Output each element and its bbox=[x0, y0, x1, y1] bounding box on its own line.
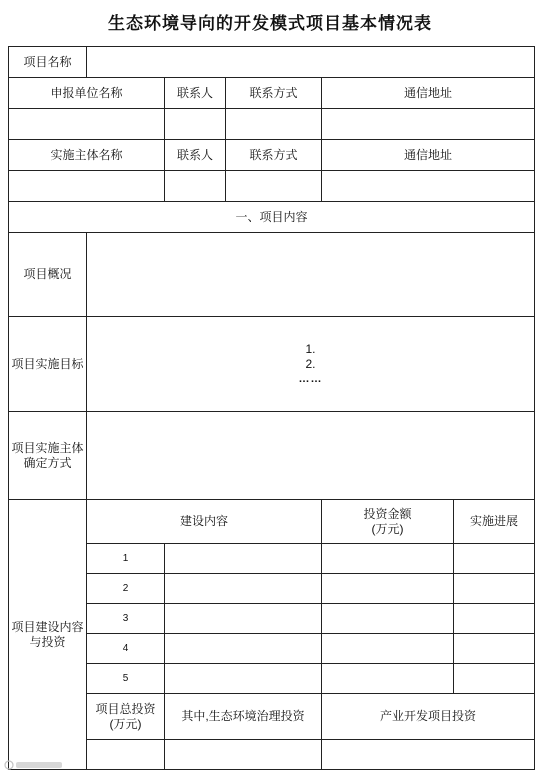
content-cell[interactable] bbox=[165, 544, 322, 574]
table-row bbox=[9, 604, 535, 634]
progress-cell[interactable] bbox=[454, 604, 535, 634]
address-field-2[interactable] bbox=[322, 171, 535, 202]
implementer-field[interactable] bbox=[9, 171, 165, 202]
info-form bbox=[8, 46, 534, 770]
table-row bbox=[9, 634, 535, 664]
contact-method-field-2[interactable] bbox=[226, 171, 322, 202]
progress-header: 实施进展 bbox=[454, 500, 535, 544]
total-investment-label bbox=[87, 694, 165, 740]
row-number: 3 bbox=[87, 604, 165, 634]
overview-row bbox=[9, 233, 535, 317]
objectives-row bbox=[9, 317, 535, 412]
implementer-method-label-line2: 确定方式 bbox=[23, 455, 72, 470]
amount-cell[interactable] bbox=[322, 664, 454, 694]
section-heading: 一、项目内容 bbox=[9, 202, 535, 233]
contact-method-label-2: 联系方式 bbox=[226, 140, 322, 171]
amount-header-line1: 投资金额 bbox=[363, 506, 412, 521]
total-investment-field[interactable] bbox=[87, 740, 165, 770]
watermark-logo bbox=[4, 759, 64, 773]
project-name-row bbox=[9, 47, 535, 78]
investment-value-row bbox=[9, 740, 535, 770]
progress-cell[interactable] bbox=[454, 574, 535, 604]
progress-cell[interactable] bbox=[454, 664, 535, 694]
eco-investment-field[interactable] bbox=[165, 740, 322, 770]
row-number: 4 bbox=[87, 634, 165, 664]
contact-person-field-2[interactable] bbox=[165, 171, 226, 202]
construction-label bbox=[9, 500, 87, 770]
table-row bbox=[9, 574, 535, 604]
implementer-method-label bbox=[9, 412, 87, 500]
content-cell[interactable] bbox=[165, 574, 322, 604]
amount-header bbox=[322, 500, 454, 544]
contact-person-label-2: 联系人 bbox=[165, 140, 226, 171]
objectives-label: 项目实施目标 bbox=[9, 317, 87, 412]
industry-investment-label: 产业开发项目投资 bbox=[322, 694, 535, 740]
implementer-method-label-line1: 项目实施主体 bbox=[11, 440, 84, 455]
overview-field[interactable] bbox=[87, 233, 535, 317]
total-investment-line2: (万元) bbox=[109, 716, 142, 731]
contact-person-field[interactable] bbox=[165, 109, 226, 140]
address-label: 通信地址 bbox=[322, 78, 535, 109]
objectives-field[interactable] bbox=[87, 317, 535, 412]
info-table bbox=[8, 46, 535, 770]
overview-label: 项目概况 bbox=[9, 233, 87, 317]
contact-person-label: 联系人 bbox=[165, 78, 226, 109]
applicant-unit-field[interactable] bbox=[9, 109, 165, 140]
applicant-header-row bbox=[9, 78, 535, 109]
row-number: 1 bbox=[87, 544, 165, 574]
contact-method-field[interactable] bbox=[226, 109, 322, 140]
row-number: 5 bbox=[87, 664, 165, 694]
progress-cell[interactable] bbox=[454, 634, 535, 664]
content-cell[interactable] bbox=[165, 634, 322, 664]
content-cell[interactable] bbox=[165, 664, 322, 694]
construction-header-row bbox=[9, 500, 535, 544]
applicant-unit-label: 申报单位名称 bbox=[9, 78, 165, 109]
objective-item-2: 2. bbox=[305, 356, 316, 371]
eco-investment-label: 其中,生态环境治理投资 bbox=[165, 694, 322, 740]
amount-cell[interactable] bbox=[322, 574, 454, 604]
address-field[interactable] bbox=[322, 109, 535, 140]
section-row bbox=[9, 202, 535, 233]
contact-method-label: 联系方式 bbox=[226, 78, 322, 109]
project-name-label: 项目名称 bbox=[9, 47, 87, 78]
investment-header-row bbox=[9, 694, 535, 740]
project-name-field[interactable] bbox=[87, 47, 535, 78]
construction-label-line2: 与投资 bbox=[29, 634, 66, 649]
objective-item-1: 1. bbox=[305, 341, 316, 356]
objective-ellipsis: …… bbox=[298, 372, 323, 385]
implementer-header-row bbox=[9, 140, 535, 171]
construction-label-line1: 项目建设内容 bbox=[11, 619, 84, 634]
form-title: 生态环境导向的开发模式项目基本情况表 bbox=[108, 14, 432, 33]
table-row bbox=[9, 664, 535, 694]
content-cell[interactable] bbox=[165, 604, 322, 634]
industry-investment-field[interactable] bbox=[322, 740, 535, 770]
implementer-label: 实施主体名称 bbox=[9, 140, 165, 171]
implementer-method-field[interactable] bbox=[87, 412, 535, 500]
row-number: 2 bbox=[87, 574, 165, 604]
amount-cell[interactable] bbox=[322, 544, 454, 574]
address-label-2: 通信地址 bbox=[322, 140, 535, 171]
applicant-value-row bbox=[9, 109, 535, 140]
progress-cell[interactable] bbox=[454, 544, 535, 574]
amount-cell[interactable] bbox=[322, 604, 454, 634]
implementer-method-row bbox=[9, 412, 535, 500]
amount-header-line2: (万元) bbox=[371, 521, 404, 536]
implementer-value-row bbox=[9, 171, 535, 202]
total-investment-line1: 项目总投资 bbox=[95, 701, 156, 716]
amount-cell[interactable] bbox=[322, 634, 454, 664]
table-row bbox=[9, 544, 535, 574]
content-header: 建设内容 bbox=[87, 500, 322, 544]
